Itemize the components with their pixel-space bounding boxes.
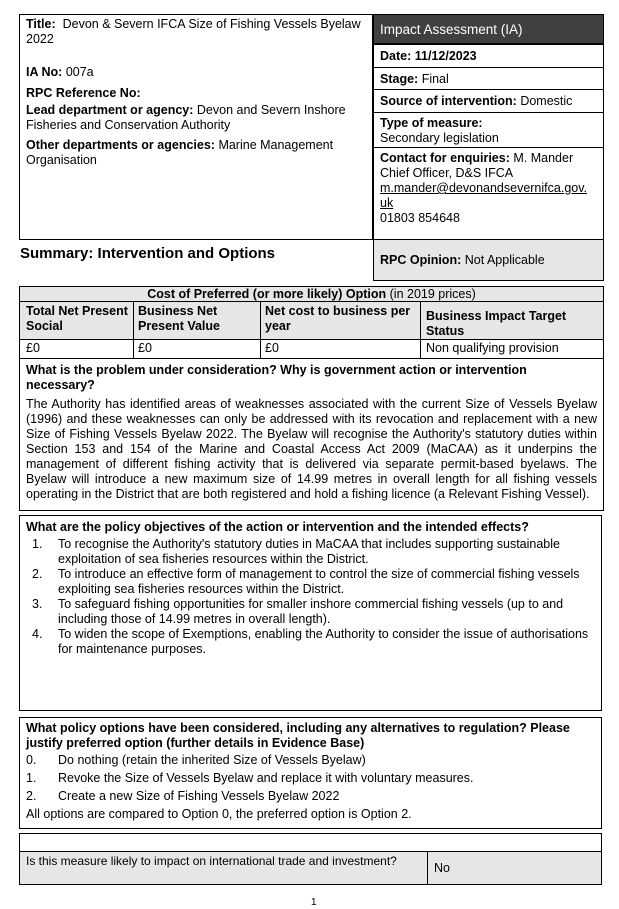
measure-label: Type of measure: (380, 116, 483, 130)
trade-answer: No (434, 861, 450, 875)
cost-col-divider-3 (420, 302, 421, 359)
contact-email-link[interactable] (380, 181, 597, 211)
objective-item (26, 627, 595, 657)
problem-box (19, 358, 604, 511)
contact-name: M. Mander (513, 151, 574, 165)
rpc-opinion-value: Not Applicable (464, 253, 545, 267)
objective-text: To recognise the Authority's statutory duties in MaCAA that includes supporting sustainable exploitation of sea fisheries resources within the District. (58, 537, 560, 566)
stage-label: Stage: (380, 72, 419, 86)
ia-heading-text: Impact Assessment (IA) (380, 22, 523, 37)
rpc-opinion-label: RPC Opinion: (380, 253, 462, 267)
problem-text: The Authority has identified areas of weaknesses associated with the current Size of Vessels Byelaw (1996) and these weaknesses can only be addressed with its revocation and replacement with a new Size of Fishing Vessels Byelaw 2022. The Byelaw will recognise the Authority's statutory duties within Section 153 and 154 of the Marine and Coastal Access Act 2009 (MaCAA) as it underpins the management of different fishing activity that is delivered via separate permit-based byelaws. The Byelaw will introduce a new maximum size of 14.99 metres in overall length for all fishing vessels operating in the District that are both registered and hold a fishing licence (a Relevant Fishing Vessel). (26, 397, 597, 501)
lead-department (26, 103, 366, 133)
other-value: Marine Management Organisation (26, 138, 334, 167)
cost-heading: Cost of Preferred (or more likely) Option (147, 287, 387, 301)
option-number: 1. (26, 771, 37, 785)
lead-label: Lead department or agency: (26, 103, 194, 117)
cost-col4-header: Business Impact Target Status (426, 309, 567, 338)
objectives-list (26, 537, 595, 657)
objective-text: To widen the scope of Exemptions, enabling the Authority to consider the issue of authorisations for maintenance purposes. (58, 627, 589, 656)
cost-col3-header: Net cost to business per year (265, 304, 411, 333)
objective-item (26, 567, 595, 597)
other-label: Other departments or agencies: (26, 138, 215, 152)
contact-label: Contact for enquiries: (380, 151, 510, 165)
options-conclusion: All options are compared to Option 0, the preferred option is Option 2. (26, 807, 412, 821)
cost-col2-header: Business Net Present Value (138, 304, 220, 333)
cost-col-divider-2 (260, 302, 261, 359)
cost-row-divider (20, 339, 603, 340)
stage-value: Final (421, 72, 449, 86)
date-label: Date: (380, 49, 412, 63)
other-departments (26, 138, 366, 168)
objective-text: To introduce an effective form of management to control the size of commercial fishing vessels exploiting sea fisheries resources within the District. (58, 567, 580, 596)
objective-number: 3. (32, 597, 43, 611)
trade-divider (427, 851, 428, 885)
cost-heading-row (20, 287, 603, 302)
ia-heading (373, 14, 604, 44)
ia-measure (373, 112, 604, 148)
date-value: 11/12/2023 (414, 49, 477, 63)
cost-col3-value: £0 (265, 341, 279, 355)
option-number: 2. (26, 789, 37, 803)
ia-source (373, 89, 604, 113)
trade-question: Is this measure likely to impact on international trade and investment? (26, 854, 397, 868)
ia-no-label: IA No: (26, 65, 63, 79)
cost-col2-value: £0 (138, 341, 152, 355)
objective-number: 1. (32, 537, 43, 551)
spacer-row (19, 833, 602, 852)
objectives-box (19, 515, 602, 711)
ia-date (373, 44, 604, 68)
option-item (26, 753, 595, 768)
title-value: Devon & Severn IFCA Size of Fishing Vessels Byelaw 2022 (26, 17, 361, 46)
option-text: Revoke the Size of Vessels Byelaw and replace it with voluntary measures. (58, 771, 474, 785)
ia-contact (373, 147, 604, 240)
cost-col1-header: Total Net Present Social (26, 304, 128, 333)
objective-item (26, 537, 595, 567)
option-item (26, 771, 595, 786)
options-box (19, 717, 602, 829)
ia-no-value: 007a (65, 65, 94, 79)
option-text: Do nothing (retain the inherited Size of Vessels Byelaw) (58, 753, 366, 767)
objective-text: To safeguard fishing opportunities for smaller inshore commercial fishing vessels (up to and including those of 14.99 metres in overall length). (58, 597, 564, 626)
cost-heading-suffix: (in 2019 prices) (389, 287, 476, 301)
cost-col-divider-1 (133, 302, 134, 359)
measure-value: Secondary legislation (380, 131, 499, 145)
ia-stage (373, 67, 604, 90)
title-label: Title: (26, 17, 56, 31)
cost-col1-value: £0 (26, 341, 40, 355)
contact-email-part1: m.mander@devonandsevernifca.gov. (380, 181, 588, 195)
options-question: What policy options have been considered, including any alternatives to regulation? Please justify preferred option (further details in Evidence Base) (26, 721, 570, 750)
lead-value: Devon and Severn Inshore Fisheries and Conservation Authority (26, 103, 346, 132)
page-number: 1 (311, 897, 317, 908)
summary-heading: Summary: Intervention and Options (20, 245, 276, 262)
objective-number: 2. (32, 567, 43, 581)
title-line (26, 17, 366, 47)
option-text: Create a new Size of Fishing Vessels Byelaw 2022 (58, 789, 340, 803)
source-label: Source of intervention: (380, 94, 517, 108)
objective-item (26, 597, 595, 627)
ia-number (26, 65, 94, 80)
contact-role: Chief Officer, D&S IFCA (380, 166, 514, 180)
problem-question: What is the problem under consideration? Why is government action or intervention necessary? (26, 363, 527, 392)
option-number: 0. (26, 753, 37, 767)
objective-number: 4. (32, 627, 43, 641)
contact-email-part2: uk (380, 196, 394, 210)
objectives-question: What are the policy objectives of the action or intervention and the intended effects? (26, 520, 529, 534)
cost-col4-value: Non qualifying provision (426, 341, 559, 355)
rpc-opinion-box (373, 239, 604, 281)
option-item (26, 789, 595, 804)
rpc-reference: RPC Reference No: (26, 86, 141, 100)
source-value: Domestic (520, 94, 573, 108)
contact-phone: 01803 854648 (380, 211, 460, 225)
